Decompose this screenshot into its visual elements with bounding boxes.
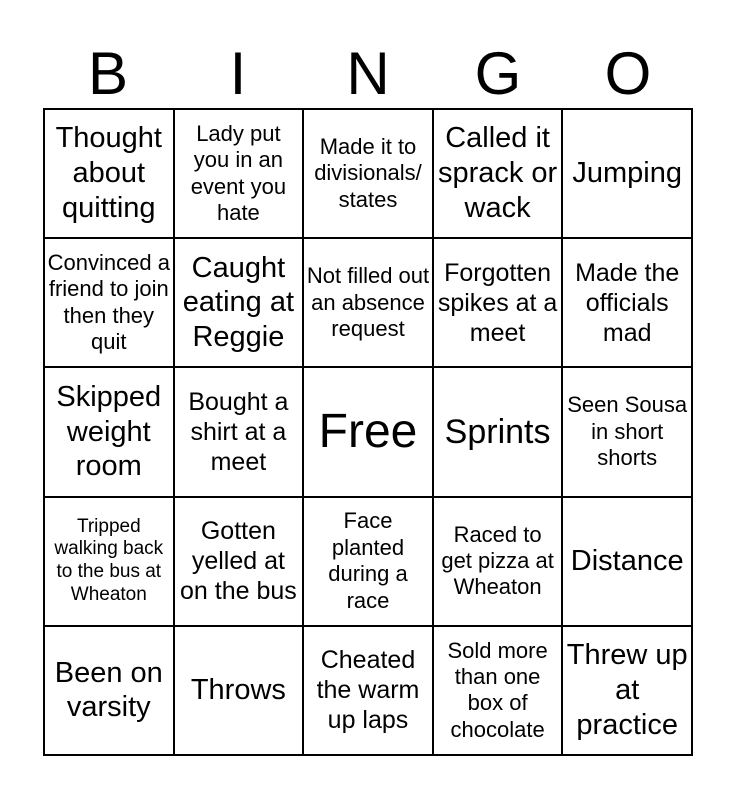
cell-text: Thought about quitting (55, 122, 162, 224)
cell-text: Been on varsity (54, 656, 163, 724)
bingo-cell[interactable] (563, 368, 693, 497)
cell-text: Made it to divisionals/ states (314, 134, 422, 212)
header-letter-i: I (229, 40, 247, 107)
bingo-cell[interactable] (304, 627, 434, 756)
bingo-cell[interactable] (45, 368, 175, 497)
bingo-cell[interactable] (563, 239, 693, 368)
cell-text: Bought a shirt at a meet (188, 387, 289, 476)
free-space[interactable] (304, 368, 434, 497)
cell-text: Made the officials mad (575, 258, 680, 347)
cell-text: Cheated the warm up laps (316, 646, 420, 735)
bingo-cell[interactable] (434, 239, 564, 368)
cell-text: Sprints (444, 412, 551, 451)
bingo-cell[interactable] (175, 498, 305, 627)
cell-text: Gotten yelled at on the bus (180, 517, 297, 606)
cell-text: Not filled out an absence request (306, 263, 430, 341)
bingo-cell[interactable] (304, 498, 434, 627)
cell-text: Jumping (572, 157, 682, 190)
header-letter-o: O (604, 40, 652, 107)
bingo-cell[interactable] (563, 498, 693, 627)
cell-text: Tripped walking back to the bus at Wheaton (54, 515, 164, 605)
bingo-cell[interactable] (175, 368, 305, 497)
cell-text: Threw up at practice (566, 639, 688, 741)
bingo-cell[interactable] (434, 110, 564, 239)
bingo-cell[interactable] (304, 110, 434, 239)
bingo-cell[interactable] (434, 498, 564, 627)
cell-text: Called it sprack or wack (437, 122, 558, 224)
cell-text: Face planted during a race (328, 508, 408, 613)
cell-text: Raced to get pizza at Wheaton (441, 521, 554, 600)
bingo-cell[interactable] (563, 110, 693, 239)
cell-text: Distance (570, 544, 684, 577)
cell-text: Free (318, 405, 418, 459)
bingo-cell[interactable] (45, 498, 175, 627)
bingo-cell[interactable] (563, 627, 693, 756)
bingo-cell[interactable] (45, 110, 175, 239)
bingo-grid (43, 108, 693, 756)
cell-text: Throws (190, 673, 286, 706)
cell-text: Lady put you in an event you hate (190, 120, 287, 225)
bingo-cell[interactable] (175, 627, 305, 756)
cell-text: Forgotten spikes at a meet (437, 258, 558, 347)
cell-text: Sold more than one box of chocolate (447, 637, 548, 742)
bingo-cell[interactable] (434, 368, 564, 497)
bingo-cell[interactable] (434, 627, 564, 756)
header-letter-g: G (474, 40, 522, 107)
cell-text: Seen Sousa in short shorts (567, 392, 688, 471)
cell-text: Caught eating at Reggie (182, 251, 295, 354)
bingo-cell[interactable] (45, 627, 175, 756)
bingo-cell[interactable] (175, 239, 305, 368)
cell-text: Convinced a friend to join then they quit (47, 250, 170, 355)
bingo-header (43, 40, 693, 108)
header-letter-n: N (346, 40, 390, 107)
header-letter-b: B (87, 40, 129, 107)
bingo-cell[interactable] (175, 110, 305, 239)
cell-text: Skipped weight room (56, 380, 162, 483)
bingo-cell[interactable] (304, 239, 434, 368)
bingo-cell[interactable] (45, 239, 175, 368)
